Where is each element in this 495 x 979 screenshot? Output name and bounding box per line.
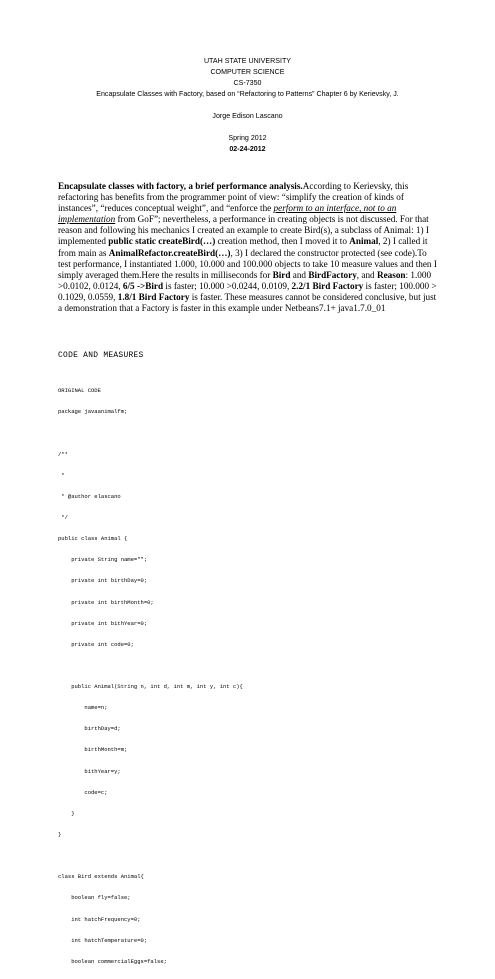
- code-line: public class Animal {: [58, 535, 128, 543]
- code-line: bithYear=y;: [58, 767, 121, 775]
- abstract-bold-term: BirdFactory: [308, 269, 357, 280]
- code-line: */: [58, 513, 68, 521]
- abstract-bold-term: Reason: [376, 269, 406, 280]
- code-line: * @author elascano: [58, 492, 121, 500]
- abstract-paragraph: [58, 181, 441, 314]
- code-line: int hatchTemperature=0;: [58, 936, 148, 944]
- code-line: public Animal(String n, int d, int m, int y, int c){: [58, 683, 243, 691]
- code-line: code=c;: [58, 788, 108, 796]
- abstract-text: : 1.000 >0.0102, 0.0124,: [58, 269, 432, 291]
- course-code: CS-7350: [233, 79, 262, 87]
- code-line: /**: [58, 450, 68, 458]
- abstract-bold-term: 1.8/1 Bird Factory: [117, 291, 190, 302]
- abstract-text: According to Kerievsky, this refactoring has benefits from the programmer point of view: “simplify the creation of kinds of instances”, “reduces conceptual weight”, and “enforce the: [58, 181, 409, 214]
- abstract-bold-term: 6/5 ->Bird: [122, 280, 164, 291]
- code-line: [58, 852, 243, 859]
- code-line: private int birthDay=0;: [58, 577, 148, 585]
- code-line: boolean fly=false;: [58, 894, 131, 902]
- abstract-text: from GoF”; nevertheless, a performance in creating objects is not discussed. For that reason and following his mechanics I created an example to create Bird(s), a subclass of Animal: 1) I implemented: [58, 214, 429, 247]
- code-line: private String name="";: [58, 556, 148, 564]
- code-line: }: [58, 809, 75, 817]
- code-line: class Bird extends Animal{: [58, 873, 144, 881]
- abstract-bold-term: AnimalRefactor.createBird(…): [108, 247, 231, 258]
- abstract-bold-term: 2.2/1 Bird Factory: [291, 280, 364, 291]
- code-line: ORIGINAL CODE: [58, 387, 101, 395]
- abstract-text: and: [290, 269, 309, 280]
- code-line: private int bithYear=0;: [58, 619, 148, 627]
- abstract-text: is faster. These measures cannot be considered conclusive, but just a demonstration that a Factory is faster in this example under Netbeans7.1+ java1.7.0_01: [58, 291, 437, 314]
- abstract-underlined-phrase: perform to an interface, not to an implementation: [58, 203, 397, 225]
- abstract-text: , and: [356, 269, 377, 280]
- term: Spring 2012: [228, 134, 267, 142]
- author-name: Jorge Edison Lascano: [212, 112, 283, 120]
- abstract-title: Encapsulate classes with factory, a brief performance analysis.: [58, 181, 303, 191]
- code-line: [58, 662, 243, 669]
- code-line: [58, 429, 243, 436]
- document-subtitle: Encapsulate Classes with Factory, based on “Refactoring to Patterns” Chapter 6 by Kerievsky, J.: [96, 90, 399, 98]
- code-line: birthMonth=m;: [58, 746, 128, 754]
- code-line: package javaanimalfm;: [58, 408, 128, 416]
- code-section-heading: CODE AND MEASURES: [58, 351, 144, 360]
- code-line: private int code=0;: [58, 640, 134, 648]
- abstract-text: , 2) I called it from main as: [58, 236, 428, 258]
- abstract-bold-term: Animal: [349, 236, 379, 247]
- code-line: private int birthMonth=0;: [58, 598, 154, 606]
- university-name: UTAH STATE UNIVERSITY: [203, 57, 292, 65]
- code-line: *: [58, 471, 65, 479]
- abstract-bold-term: Bird: [272, 269, 291, 280]
- code-line: }: [58, 831, 62, 839]
- code-line: birthDay=d;: [58, 725, 121, 733]
- code-line: int hatchFrequency=0;: [58, 915, 141, 923]
- document-date: 02-24-2012: [229, 145, 266, 153]
- title-block: [40, 56, 455, 155]
- code-listing: [58, 373, 243, 979]
- code-line: name=n;: [58, 704, 108, 712]
- abstract-text: is faster; 100.000 > 0.1029, 0.0559,: [58, 280, 437, 302]
- abstract-text: is faster; 10.000 >0.0244, 0.0109,: [163, 280, 292, 291]
- code-line: boolean commercialEggs=false;: [58, 957, 167, 965]
- abstract-bold-term: public static createBird(…): [108, 236, 216, 247]
- abstract-text: creation method, then I moved it to: [215, 236, 350, 247]
- department-name: COMPUTER SCIENCE: [210, 68, 285, 76]
- abstract-text: , 3) I declared the constructor protected (see code).To test performance, I instantiated 1.000, 10.000 and 100.000 objects to take 10 measure values and then I simply averaged them.Here the results in milliseconds for: [58, 247, 437, 280]
